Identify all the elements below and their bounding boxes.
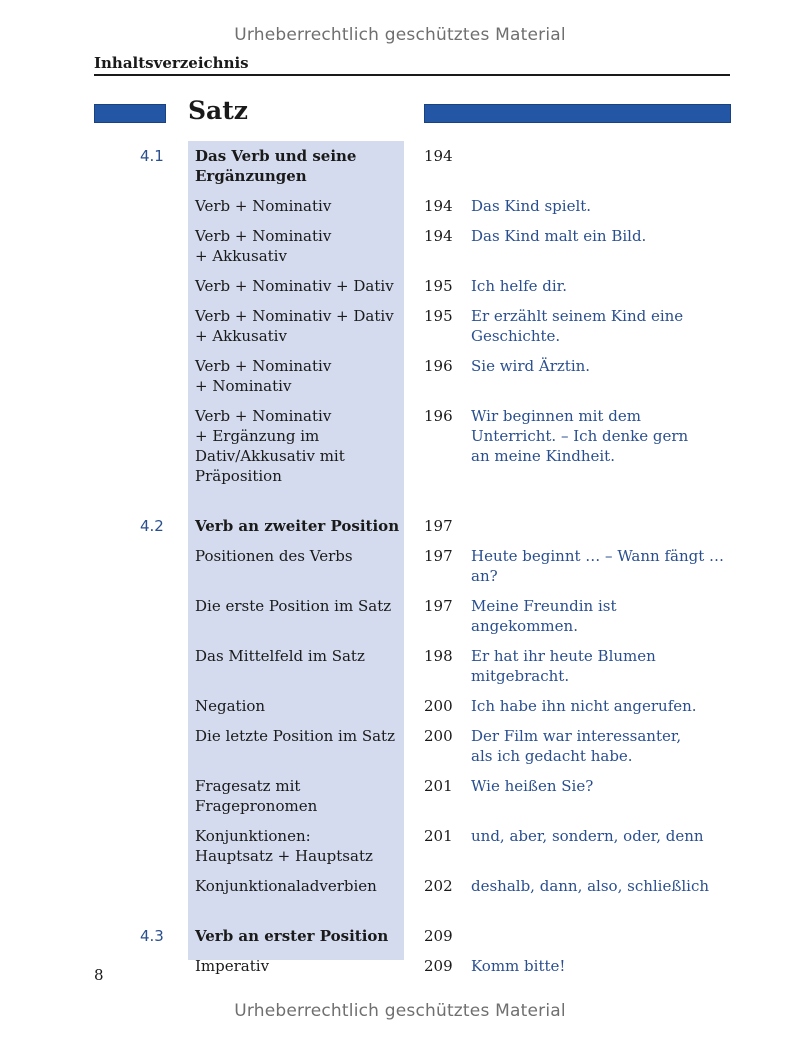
item-topic: Positionen des Verbs: [195, 547, 353, 565]
item-page: 200: [424, 697, 453, 715]
section-number: 4.2: [140, 517, 164, 535]
item-example: Meine Freundin ist angekommen.: [471, 597, 617, 635]
item-topic: Verb + Nominativ + Dativ + Akkusativ: [195, 307, 394, 345]
section-title: Das Verb und seine Ergänzungen: [195, 147, 357, 185]
item-topic: Verb + Nominativ + Nominativ: [195, 357, 332, 395]
item-topic: Die letzte Position im Satz: [195, 727, 395, 745]
item-example: Er hat ihr heute Blumen mitgebracht.: [471, 647, 656, 685]
item-page: 194: [424, 197, 453, 215]
section-number: 4.3: [140, 927, 164, 945]
item-topic: Imperativ: [195, 957, 270, 975]
item-topic: Konjunktionaladverbien: [195, 877, 377, 895]
item-topic: Fragesatz mit Fragepronomen: [195, 777, 318, 815]
item-topic: Verb + Nominativ + Dativ: [195, 277, 394, 295]
item-example: Wir beginnen mit dem Unterricht. – Ich denke gern an meine Kindheit.: [471, 407, 689, 465]
item-topic: Verb + Nominativ + Akkusativ: [195, 227, 332, 265]
item-page: 201: [424, 827, 453, 845]
item-page: 195: [424, 277, 453, 295]
item-example: Ich habe ihn nicht angerufen.: [471, 697, 697, 715]
page-number: 8: [94, 966, 104, 984]
item-page: 202: [424, 877, 453, 895]
item-page: 198: [424, 647, 453, 665]
section-number: 4.1: [140, 147, 164, 165]
item-example: Sie wird Ärztin.: [471, 357, 591, 375]
item-example: und, aber, sondern, oder, denn: [471, 827, 704, 845]
running-head: Inhaltsverzeichnis: [94, 54, 249, 72]
item-example: Wie heißen Sie?: [471, 777, 594, 795]
item-page: 194: [424, 227, 453, 245]
chapter-title: Satz: [188, 96, 248, 125]
item-page: 200: [424, 727, 453, 745]
watermark-top: Urheberrechtlich geschütztes Material: [234, 25, 566, 45]
item-page: 197: [424, 547, 453, 565]
item-page: 196: [424, 407, 453, 425]
item-example: Er erzählt seinem Kind eine Geschichte.: [471, 307, 684, 345]
item-example: Komm bitte!: [471, 957, 566, 975]
section-title: Verb an erster Position: [195, 927, 389, 945]
item-page: 209: [424, 957, 453, 975]
item-page: 195: [424, 307, 453, 325]
item-example: Das Kind spielt.: [471, 197, 592, 215]
item-topic: Konjunktionen: Hauptsatz + Hauptsatz: [195, 827, 373, 865]
item-topic: Negation: [195, 697, 266, 715]
item-example: Das Kind malt ein Bild.: [471, 227, 647, 245]
watermark-bottom: Urheberrechtlich geschütztes Material: [234, 1001, 566, 1021]
section-page: 209: [424, 927, 453, 945]
item-example: Ich helfe dir.: [471, 277, 567, 295]
item-page: 196: [424, 357, 453, 375]
item-topic: Verb + Nominativ + Ergänzung im Dativ/Akkusativ mit Präposition: [195, 407, 345, 485]
item-page: 197: [424, 597, 453, 615]
item-page: 201: [424, 777, 453, 795]
item-example: Heute beginnt … – Wann fängt … an?: [471, 547, 725, 585]
item-topic: Die erste Position im Satz: [195, 597, 392, 615]
item-example: Der Film war interessanter, als ich gedacht habe.: [471, 727, 682, 765]
section-title: Verb an zweiter Position: [195, 517, 400, 535]
section-page: 194: [424, 147, 453, 165]
item-topic: Verb + Nominativ: [195, 197, 332, 215]
item-topic: Das Mittelfeld im Satz: [195, 647, 365, 665]
section-page: 197: [424, 517, 453, 535]
item-example: deshalb, dann, also, schließlich: [471, 877, 710, 895]
